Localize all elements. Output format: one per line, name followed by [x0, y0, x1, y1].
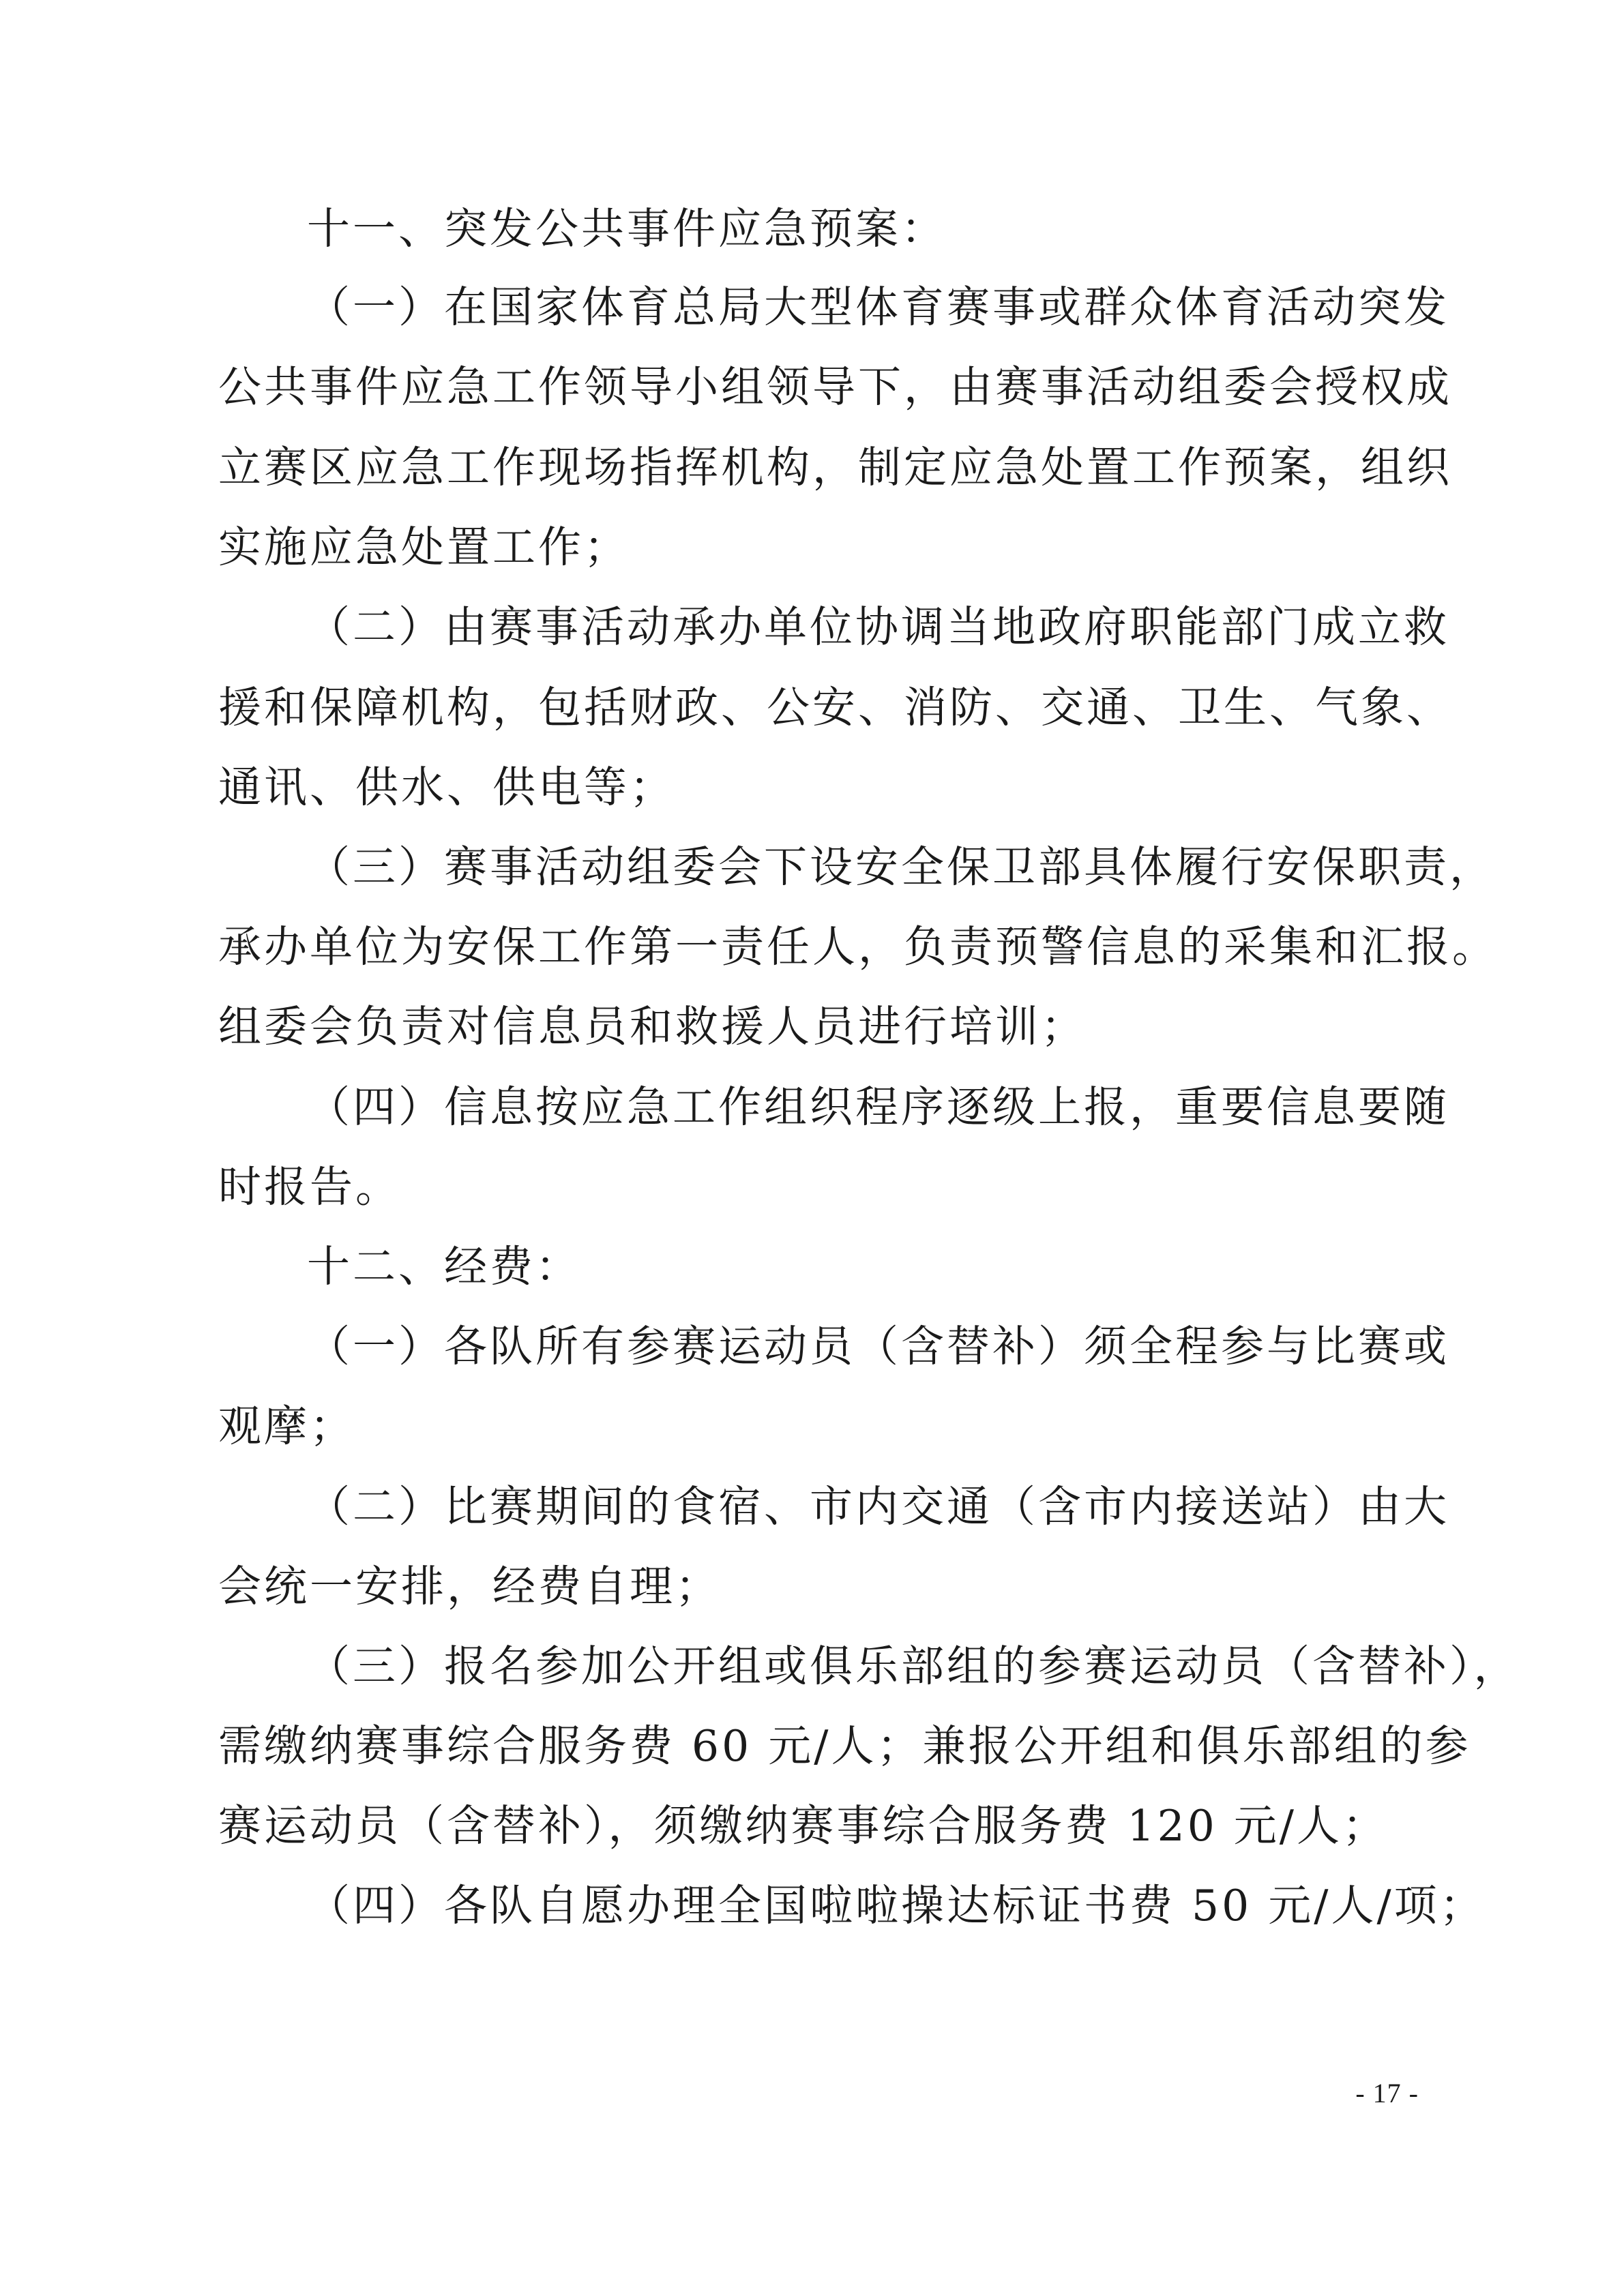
paragraph-line: （四）各队自愿办理全国啦啦操达标证书费 50 元/人/项； [307, 1881, 1486, 1930]
paragraph-line: （一）各队所有参赛运动员（含替补）须全程参与比赛或 [307, 1322, 1449, 1371]
paragraph-line: （一）在国家体育总局大型体育赛事或群众体育活动突发 [307, 282, 1449, 332]
paragraph-line: 承办单位为安保工作第一责任人，负责预警信息的采集和汇报。 [218, 922, 1498, 972]
paragraph-line: （三）报名参加公开组或俱乐部组的参赛运动员（含替补）， [307, 1641, 1520, 1691]
paragraph-line: 需缴纳赛事综合服务费 60 元/人；兼报公开组和俱乐部组的参 [218, 1721, 1471, 1771]
section-heading-emergency-plan: 十一、突发公共事件应急预案： [307, 204, 947, 254]
paragraph-line: 时报告。 [218, 1162, 401, 1212]
paragraph-line: 立赛区应急工作现场指挥机构，制定应急处置工作预案，组织 [218, 443, 1452, 492]
paragraph-line: 组委会负责对信息员和救援人员进行培训； [218, 1002, 1087, 1052]
paragraph-line: 赛运动员（含替补），须缴纳赛事综合服务费 120 元/人； [218, 1801, 1389, 1851]
paragraph-line: 观摩； [218, 1401, 355, 1451]
section-heading-funding: 十二、经费： [307, 1242, 581, 1292]
page-number: - 17 - [1355, 2078, 1419, 2108]
paragraph-line: （四）信息按应急工作组织程序逐级上报，重要信息要随 [307, 1082, 1449, 1132]
paragraph-line: （二）比赛期间的食宿、市内交通（含市内接送站）由大 [307, 1482, 1449, 1532]
paragraph-line: 实施应急处置工作； [218, 522, 630, 572]
paragraph-line: （二）由赛事活动承办单位协调当地政府职能部门成立救 [307, 602, 1449, 652]
paragraph-line: 会统一安排，经费自理； [218, 1562, 721, 1611]
paragraph-line: 公共事件应急工作领导小组领导下，由赛事活动组委会授权成 [218, 362, 1452, 412]
paragraph-line: （三）赛事活动组委会下设安全保卫部具体履行安保职责， [307, 842, 1495, 892]
paragraph-line: 通讯、供水、供电等； [218, 762, 675, 812]
paragraph-line: 援和保障机构，包括财政、公安、消防、交通、卫生、气象、 [218, 683, 1452, 732]
